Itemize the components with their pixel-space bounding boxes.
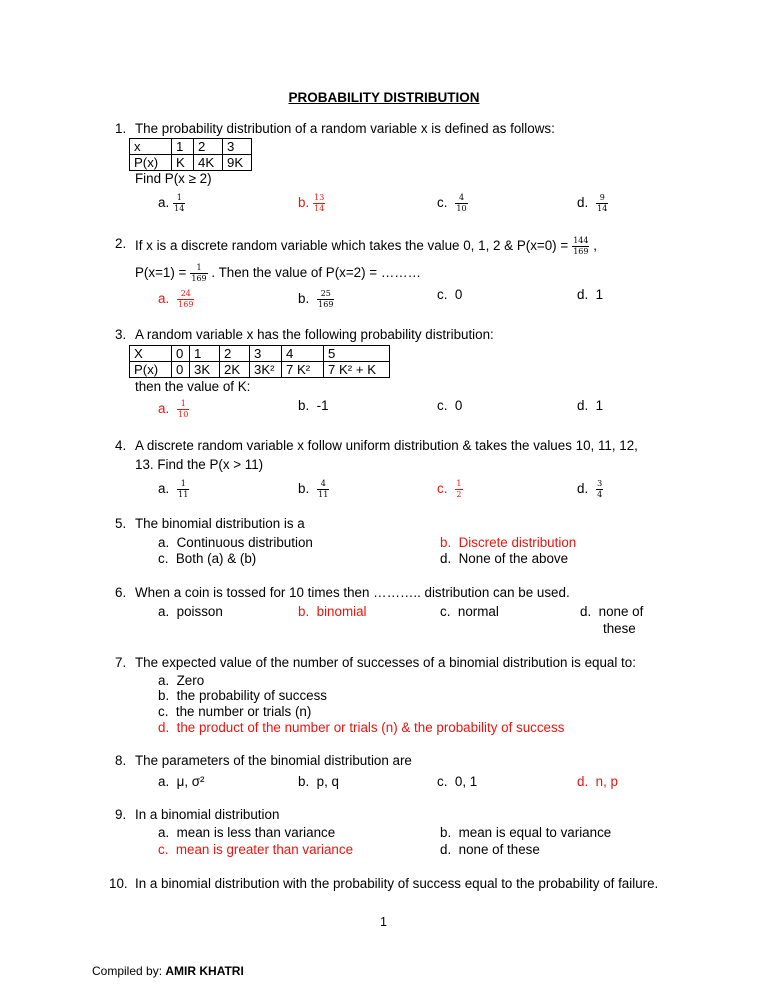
q5-option-b [440, 535, 576, 551]
numerator: 1 [177, 479, 189, 490]
table-row [130, 362, 390, 378]
q5-option-c [158, 551, 256, 567]
q9-text: In a binomial distribution [135, 807, 280, 822]
option-text: binomial [316, 604, 367, 619]
option-text: 0, 1 [454, 774, 478, 789]
option-text: the product of the number or trials (n) & the probability of success [176, 720, 565, 735]
q10-number: 10. [109, 876, 128, 891]
q8-option-d [577, 774, 618, 790]
option-text: mean is greater than variance [175, 842, 354, 857]
option-label: b. [440, 825, 452, 840]
table-row [130, 346, 390, 362]
option-text: the probability of success [176, 688, 327, 703]
table-cell: K [172, 155, 194, 171]
q4-option-c [437, 479, 463, 500]
option-text: 1 [595, 287, 604, 302]
q2-option-a [158, 289, 194, 310]
q3-distribution-table [129, 345, 390, 378]
q6-option-c [440, 604, 499, 620]
numerator: 9 [596, 193, 608, 204]
q2-line2-pre: P(x=1) = [135, 265, 187, 281]
table-cell: P(x) [130, 155, 172, 171]
option-label: d. [158, 720, 170, 735]
q7-option-d [158, 720, 564, 736]
numerator: 24 [177, 289, 194, 300]
numerator: 144 [573, 236, 589, 245]
option-label: b. [298, 481, 310, 497]
q3-text: A random variable x has the following probability distribution: [135, 327, 494, 342]
q6-number: 6. [115, 585, 127, 600]
option-label: b. [440, 535, 452, 550]
table-row [130, 139, 252, 155]
fraction [317, 289, 334, 310]
table-cell: x [130, 139, 172, 155]
option-label: b. [298, 398, 310, 413]
option-label: b. [298, 195, 310, 211]
denominator: 169 [178, 300, 194, 309]
q5-option-a [158, 535, 313, 551]
option-text: normal [457, 604, 499, 619]
option-label: b. [158, 688, 170, 703]
option-text: 0 [454, 287, 463, 302]
table-cell: 2K [220, 362, 250, 378]
q3-option-c [437, 398, 462, 414]
option-label: d. [577, 481, 589, 497]
option-text: Zero [176, 673, 205, 688]
q1-option-c [437, 193, 468, 214]
q1-option-a [158, 193, 185, 214]
q9-option-b [440, 825, 611, 841]
q8-text: The parameters of the binomial distribution are [135, 753, 412, 768]
q10-text: In a binomial distribution with the probability of success equal to the probability of failure. [135, 876, 659, 891]
q4-number: 4. [115, 438, 127, 453]
option-label: a. [158, 195, 170, 211]
denominator: 10 [456, 204, 467, 213]
option-text: the number or trials (n) [175, 704, 312, 719]
option-text: Both (a) & (b) [175, 551, 257, 566]
table-cell: 0 [172, 362, 190, 378]
fraction [596, 479, 603, 500]
option-text: none of these [458, 842, 540, 857]
q9-number: 9. [115, 807, 127, 822]
q8-option-b [298, 774, 339, 790]
q9-option-a [158, 825, 335, 841]
q4-option-d [577, 479, 603, 500]
footer-author: AMIR KHATRI [165, 964, 244, 978]
option-label: a. [158, 774, 170, 789]
option-label: a. [158, 401, 170, 417]
q3-option-a [158, 399, 189, 420]
option-text: poisson [176, 604, 223, 619]
option-text: mean is equal to variance [458, 825, 612, 840]
fraction [177, 399, 189, 420]
q4-option-b [298, 479, 329, 500]
q3-option-d [577, 398, 603, 414]
fraction [455, 479, 462, 500]
fraction [572, 236, 589, 257]
option-label: c. [440, 604, 451, 619]
option-text: Discrete distribution [458, 535, 577, 550]
q1-number: 1. [115, 121, 127, 136]
q1-option-d [577, 193, 608, 214]
denominator: 14 [174, 204, 185, 213]
option-label: c. [437, 774, 448, 789]
q2-option-d [577, 287, 603, 303]
table-cell: 7 K² [282, 362, 324, 378]
option-label: a. [158, 825, 170, 840]
table-cell: 3 [250, 346, 282, 362]
q7-text: The expected value of the number of successes of a binomial distribution is equal to: [135, 655, 636, 670]
fraction [177, 289, 194, 310]
option-text: None of the above [458, 551, 569, 566]
numerator: 1 [190, 263, 207, 274]
option-label: d. [440, 842, 452, 857]
option-label: b. [298, 291, 310, 307]
q4-line2: 13. Find the P(x > 11) [135, 457, 264, 472]
table-cell: X [130, 346, 172, 362]
option-text: -1 [316, 398, 329, 413]
numerator: 1 [456, 479, 462, 488]
q6-option-a [158, 604, 223, 620]
option-label: a. [158, 481, 170, 497]
option-label: c. [437, 287, 448, 302]
q2-line2 [135, 263, 421, 284]
q2-option-b [298, 289, 334, 310]
table-cell: 4 [282, 346, 324, 362]
option-label: a. [158, 604, 170, 619]
option-label: b. [298, 774, 310, 789]
denominator: 14 [597, 204, 608, 213]
option-label: c. [158, 551, 169, 566]
table-cell: 1 [190, 346, 220, 362]
q9-option-c [158, 842, 353, 858]
table-cell: 5 [324, 346, 390, 362]
option-text: μ, σ² [176, 774, 205, 789]
option-label: d. [580, 604, 592, 619]
q7-option-a [158, 673, 204, 689]
denominator: 169 [573, 247, 589, 256]
q6-option-d [580, 604, 643, 620]
table-cell: 9K [223, 155, 252, 171]
table-cell: 4K [194, 155, 223, 171]
denominator: 169 [191, 274, 207, 283]
q4-option-a [158, 479, 189, 500]
numerator: 1 [177, 399, 189, 410]
fraction [190, 263, 207, 284]
q1-distribution-table [129, 138, 252, 171]
table-cell: 2 [194, 139, 223, 155]
option-label: c. [437, 195, 448, 211]
table-cell: 3 [223, 139, 252, 155]
q8-option-a [158, 774, 205, 790]
denominator: 11 [318, 490, 329, 499]
q4-line1: A discrete random variable x follow uniform distribution & takes the values 10, 11, 12, [135, 438, 638, 453]
option-label: c. [437, 481, 448, 497]
q7-number: 7. [115, 655, 127, 670]
table-cell: 3K [190, 362, 220, 378]
comma: , [593, 238, 597, 254]
denominator: 2 [456, 490, 462, 499]
table-cell: P(x) [130, 362, 172, 378]
q2-number: 2. [115, 236, 127, 251]
option-label: d. [577, 774, 589, 789]
numerator: 4 [455, 193, 467, 204]
table-row [130, 155, 252, 171]
footer-credit [92, 964, 244, 978]
q2-text-main: If x is a discrete random variable which takes the value 0, 1, 2 & P(x=0) = [135, 238, 569, 254]
table-cell: 3K² [250, 362, 282, 378]
denominator: 169 [318, 300, 334, 309]
option-label: b. [298, 604, 310, 619]
fraction [177, 479, 189, 500]
option-label: d. [577, 398, 589, 413]
fraction [317, 479, 329, 500]
q5-option-d [440, 551, 568, 567]
q1-find: Find P(x ≥ 2) [135, 171, 212, 186]
option-text: none of [598, 604, 644, 619]
numerator: 25 [317, 289, 334, 300]
q3-option-b [298, 398, 329, 414]
denominator: 14 [314, 204, 325, 213]
fraction [596, 193, 608, 214]
option-text: Continuous distribution [176, 535, 313, 550]
fraction [455, 193, 467, 214]
q6-option-d-cont: these [603, 621, 636, 636]
table-cell: 2 [220, 346, 250, 362]
table-cell: 0 [172, 346, 190, 362]
option-label: a. [158, 291, 170, 307]
q1-text: The probability distribution of a random variable x is defined as follows: [135, 121, 555, 136]
q9-option-d [440, 842, 540, 858]
numerator: 13 [314, 193, 325, 202]
option-label: c. [437, 398, 448, 413]
page-number: 1 [380, 915, 387, 929]
option-text: p, q [316, 774, 339, 789]
option-text: n, p [595, 774, 618, 789]
q6-text: When a coin is tossed for 10 times then ……….. distribution can be used. [135, 585, 570, 600]
q2-option-c [437, 287, 462, 303]
q8-option-c [437, 774, 477, 790]
denominator: 4 [597, 490, 603, 499]
q3-then: then the value of K: [135, 379, 251, 394]
q3-number: 3. [115, 327, 127, 342]
q5-number: 5. [115, 516, 127, 531]
denominator: 11 [178, 490, 189, 499]
numerator: 1 [173, 193, 185, 204]
option-text: 1 [595, 398, 604, 413]
numerator: 3 [597, 479, 603, 488]
numerator: 4 [317, 479, 329, 490]
option-label: c. [158, 704, 169, 719]
fraction [173, 193, 185, 214]
option-label: a. [158, 673, 170, 688]
table-cell: 1 [172, 139, 194, 155]
footer-prefix: Compiled by: [92, 964, 166, 978]
q5-text: The binomial distribution is a [135, 516, 305, 531]
option-label: d. [577, 287, 589, 302]
option-label: c. [158, 842, 169, 857]
q7-option-c [158, 704, 311, 720]
option-label: d. [577, 195, 589, 211]
q1-option-b [298, 193, 325, 214]
q8-number: 8. [115, 753, 127, 768]
option-label: d. [440, 551, 452, 566]
denominator: 10 [178, 410, 189, 419]
q7-option-b [158, 688, 327, 704]
option-text: 0 [454, 398, 463, 413]
q2-line2-post: . Then the value of P(x=2) = ……… [211, 265, 422, 281]
fraction [313, 193, 325, 214]
page-title: PROBABILITY DISTRIBUTION [288, 90, 480, 105]
option-label: a. [158, 535, 170, 550]
option-text: mean is less than variance [176, 825, 336, 840]
q6-option-b [298, 604, 367, 620]
table-cell: 7 K² + K [324, 362, 390, 378]
q2-text [135, 236, 597, 257]
